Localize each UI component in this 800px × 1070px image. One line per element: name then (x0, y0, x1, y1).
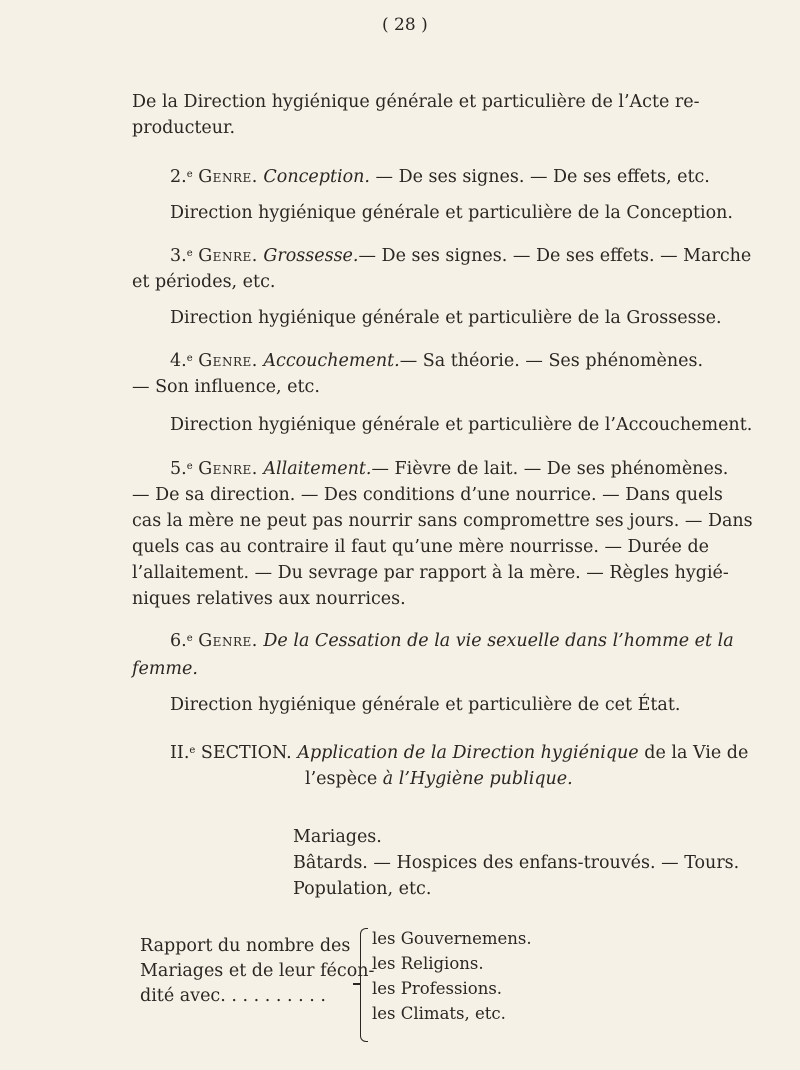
genre-description: — De ses signes. — De ses effets. — Marche (358, 246, 752, 266)
section-heading (170, 742, 748, 764)
genre-description: — De ses signes. — De ses effets, etc. (375, 167, 710, 187)
text-content: — De sa direction. — Des conditions d’une nourrice. — Dans quels (132, 485, 723, 505)
text-content: l’espèce (305, 769, 378, 789)
text-line: dité avec. . . . . . . . . . (140, 986, 326, 1006)
text-content: cas la mère ne peut pas nourrir sans compromettre ses jours. — Dans (132, 511, 753, 531)
text-line: Mariages. (293, 827, 382, 847)
ordinal-suffix: e (189, 745, 196, 756)
text-line: producteur. (132, 118, 236, 138)
section-label: SECTION. (200, 743, 292, 763)
genre-heading (170, 458, 729, 480)
text-line: Bâtards. — Hospices des enfans-trouvés. — Tours. (293, 853, 740, 873)
genre-number: 3. (170, 246, 187, 266)
genre-number: 5. (170, 459, 187, 479)
ordinal-suffix: e (186, 248, 193, 259)
text-line: Direction hygiénique générale et particulière de la Conception. (170, 203, 733, 223)
genre-title: Grossesse. (263, 246, 359, 266)
ordinal-suffix: e (186, 461, 193, 472)
genre-description: — Fièvre de lait. — De ses phénomènes. (371, 459, 729, 479)
genre-number: 4. (170, 351, 187, 371)
genre-label: Genre. (198, 459, 258, 479)
genre-title: De la Cessation de la vie sexuelle dans l’homme et la (263, 631, 734, 651)
genre-title: Conception. (263, 167, 370, 187)
list-item: les Gouvernemens. (372, 929, 532, 948)
section-heading-continued (305, 768, 573, 790)
genre-heading (170, 245, 752, 267)
page-number: ( 28 ) (382, 15, 428, 35)
genre-title: Accouchement. (263, 351, 400, 371)
ordinal-suffix: e (186, 353, 193, 364)
text-line (132, 562, 729, 584)
ordinal-suffix: e (186, 633, 193, 644)
list-item: les Climats, etc. (372, 1004, 506, 1023)
text-line: Mariages et de leur fécon- (140, 961, 375, 981)
text-line: niques relatives aux nourrices. (132, 589, 406, 609)
text-content: l’allaitement. — Du sevrage par rapport à la mère. — Règles hygié- (132, 563, 729, 583)
text-content: De la Direction hygiénique générale et particulière de l’Acte re- (132, 92, 700, 112)
text-line: Direction hygiénique générale et particulière de la Grossesse. (170, 308, 722, 328)
genre-label: Genre. (198, 351, 258, 371)
text-content-italic: à l’Hygiène publique. (382, 769, 573, 789)
genre-description: — Sa théorie. — Ses phénomènes. (399, 351, 704, 371)
genre-number: 6. (170, 631, 187, 651)
text-line (132, 536, 710, 558)
text-line: femme. (132, 659, 198, 679)
genre-label: Genre. (198, 246, 258, 266)
genre-heading (170, 350, 704, 372)
text-line (132, 484, 723, 506)
ordinal-suffix: e (186, 169, 193, 180)
section-title-rest: de la Vie de (644, 743, 749, 763)
list-item: les Religions. (372, 954, 484, 973)
text-content: quels cas au contraire il faut qu’une mère nourrisse. — Durée de (132, 537, 710, 557)
section-title: Application de la Direction hygiénique (297, 743, 639, 763)
genre-number: 2. (170, 167, 187, 187)
curly-brace (360, 928, 368, 1042)
genre-label: Genre. (198, 167, 258, 187)
text-line: Direction hygiénique générale et particulière de cet État. (170, 695, 681, 715)
text-line: Rapport du nombre des (140, 936, 351, 956)
genre-label: Genre. (198, 631, 258, 651)
text-line: — Son influence, etc. (132, 377, 320, 397)
brace-tip (353, 983, 361, 985)
genre-title: Allaitement. (263, 459, 372, 479)
text-line (132, 91, 700, 113)
text-line: Population, etc. (293, 879, 432, 899)
text-line: Direction hygiénique générale et particulière de l’Accouchement. (170, 415, 753, 435)
genre-heading (170, 630, 734, 652)
genre-heading (170, 166, 710, 188)
section-number: II. (170, 743, 190, 763)
text-line: et périodes, etc. (132, 272, 276, 292)
list-item: les Professions. (372, 979, 503, 998)
text-line (132, 510, 753, 532)
